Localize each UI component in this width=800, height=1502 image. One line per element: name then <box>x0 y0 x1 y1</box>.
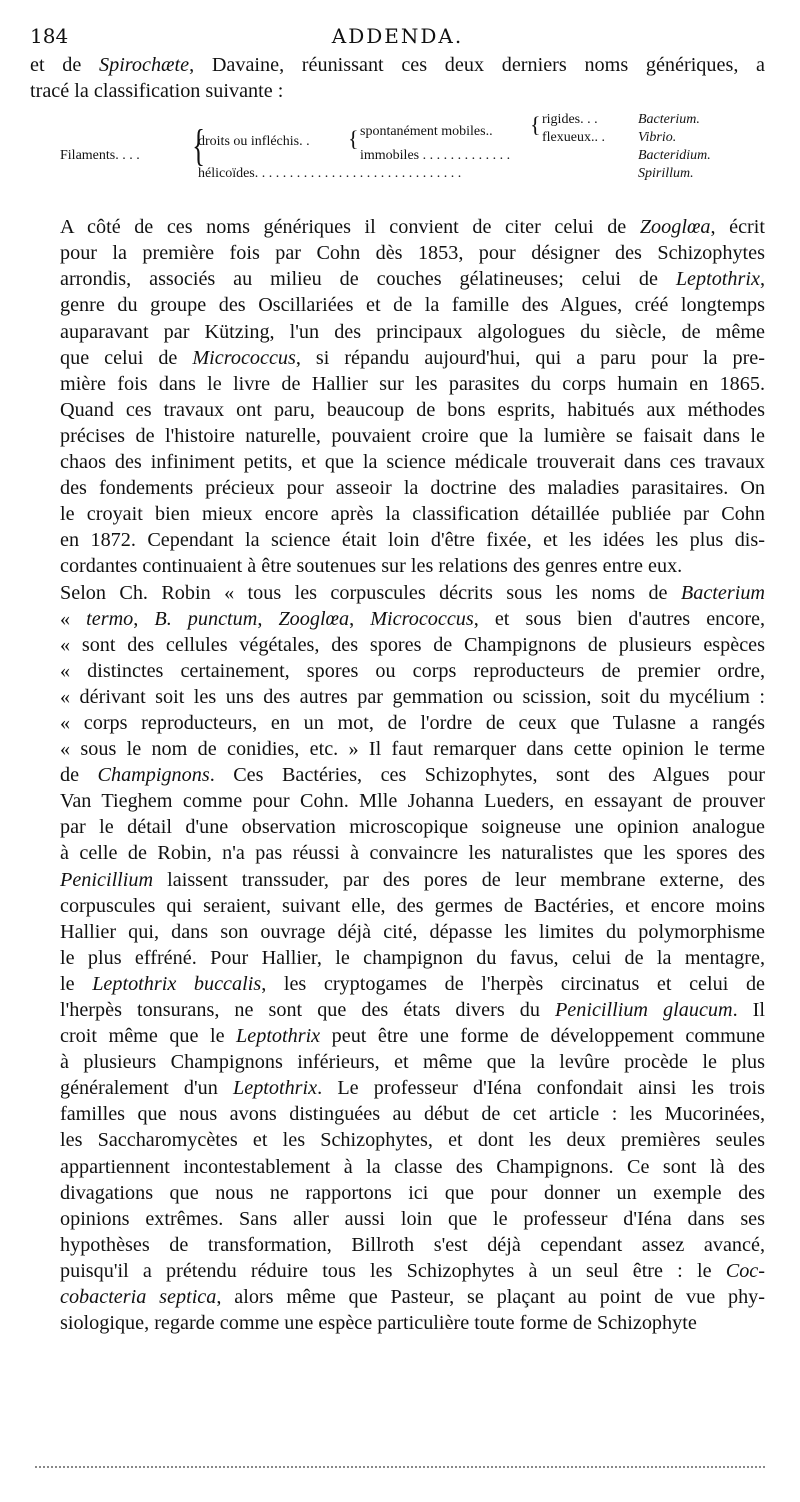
text-line: auparavant par Kützing, l'un des principaux algologues du siècle, de même <box>60 320 765 343</box>
text-line: pour la première fois par Cohn dès 1853, pour désigner des Schizophytes <box>60 242 765 265</box>
text-line: le croyait bien mieux encore après la classification détaillée publiée par Cohn <box>60 503 765 526</box>
page-header <box>30 24 765 52</box>
brace-icon: { <box>530 112 541 138</box>
text-line: « distinctes certainement, spores ou corps reproducteurs de premier ordre, <box>60 659 765 682</box>
text-line: à plusieurs Champignons inférieurs, et même que la levûre procède le plus <box>60 1051 765 1074</box>
text-line: opinions extrêmes. Sans aller aussi loin que le professeur d'Iéna dans ses <box>60 1207 765 1230</box>
brace-icon: { <box>348 126 359 152</box>
page <box>30 24 765 1336</box>
intro-text <box>30 52 765 104</box>
text-line: Quand ces travaux ont paru, beaucoup de bons esprits, habitués aux méthodes <box>60 398 765 421</box>
text-line: chaos des infiniment petits, et que la science médicale trouverait dans ces travaux <box>60 451 765 474</box>
text-line: « sont des cellules végétales, des spores de Champignons de plusieurs espèces <box>60 633 765 656</box>
text-line: cordantes continuaient à être soutenues sur les relations des genres entre eux. <box>60 555 683 578</box>
paragraph-2 <box>30 580 765 1337</box>
text-line: en 1872. Cependant la science était loin d'être fixée, et les idées les plus dis- <box>60 529 765 552</box>
cls-helicoides: hélicoïdes. . . . . . . . . . . . . . . . . . . . . . . . . . . . . . <box>198 166 462 182</box>
text-line: cobacteria septica, alors même que Pasteur, se plaçant au point de vue phy- <box>60 1286 766 1309</box>
text-line: que celui de Micrococcus, si répandu aujourd'hui, qui a paru pour la pre- <box>60 346 765 369</box>
text-line: « sous le nom de conidies, etc. » Il faut remarquer dans cette opinion le terme <box>60 738 765 761</box>
text-line: mière fois dans le livre de Hallier sur les parasites du corps humain en 1865. <box>60 372 765 395</box>
text-line: des fondements précieux pour asseoir la doctrine des maladies parasitaires. On <box>60 477 765 500</box>
text-line: appartiennent incontestablement à la classe des Champignons. Ce sont là des <box>60 1155 765 1178</box>
text-line: et de Spirochæte, Davaine, réunissant ces deux derniers noms génériques, a <box>30 54 766 76</box>
text-line: Selon Ch. Robin « tous les corpuscules décrits sous les noms de Bacterium <box>60 581 765 604</box>
page-number: 184 <box>30 24 69 48</box>
cls-vibrio: Vibrio. <box>638 130 677 146</box>
cls-bacterium: Bacterium. <box>638 112 700 128</box>
cls-spontanement: spontanément mobiles.. <box>360 124 493 140</box>
cls-bacteridium: Bacteridium. <box>638 148 711 164</box>
text-line: Van Tieghem comme pour Cohn. Mlle Johanna Lueders, en essayant de prouver <box>60 790 765 813</box>
text-line: « corps reproducteurs, en un mot, de l'ordre de ceux que Tulasne a rangés <box>60 711 765 734</box>
text-line: l'herpès tonsurans, ne sont que des états divers du Penicillium glaucum. Il <box>60 999 765 1021</box>
classification-table <box>30 110 765 192</box>
cls-rigides: rigides. . . <box>542 112 598 128</box>
text-line: arrondis, associés au milieu de couches gélatineuses; celui de Leptothrix, <box>60 268 765 291</box>
text-line: croit même que le Leptothrix peut être une forme de développement commune <box>60 1025 765 1048</box>
text-line: corpuscules qui seraient, suivant elle, des germes de Bactéries, et encore moins <box>60 894 765 917</box>
footer-rule <box>35 1466 765 1468</box>
text-line: puisqu'il a prétendu réduire tous les Schizophytes à un seul être : le Coc- <box>60 1259 765 1282</box>
text-line: A côté de ces noms génériques il convient de citer celui de Zooglœa, écrit <box>60 216 765 239</box>
paragraph-1 <box>30 214 765 579</box>
text-line: Hallier qui, dans son ouvrage déjà cité, dépasse les limites du polymorphisme <box>60 920 765 943</box>
text-line: précises de l'histoire naturelle, pouvaient croire que la lumière se faisait dans le <box>60 424 765 447</box>
text-line: « dérivant soit les uns des autres par gemmation ou scission, soit du mycélium : <box>60 685 765 708</box>
text-line: tracé la classification suivante : <box>30 80 284 103</box>
cls-spirillum: Spirillum. <box>638 166 694 182</box>
brace-icon: { <box>192 121 205 171</box>
cls-immobiles: immobiles . . . . . . . . . . . . . <box>360 148 511 164</box>
cls-flexueux: flexueux.. . <box>542 130 605 146</box>
text-line: par le détail d'une observation microscopique soigneuse une opinion analogue <box>60 816 765 839</box>
text-line: siologique, regarde comme une espèce particulière toute forme de Schizophyte <box>60 1312 697 1335</box>
text-line: familles que nous avons distinguées au début de cet article : les Mucorinées, <box>60 1103 765 1126</box>
cls-droits: droits ou infléchis. . <box>198 134 310 150</box>
text-line: généralement d'un Leptothrix. Le professeur d'Iéna confondait ainsi les trois <box>60 1077 765 1100</box>
text-line: Penicillium laissent transsuder, par des pores de leur membrane externe, des <box>60 868 765 891</box>
text-line: les Saccharomycètes et les Schizophytes, et dont les deux premières seules <box>60 1129 765 1152</box>
text-line: le Leptothrix buccalis, les cryptogames de l'herpès circinatus et celui de <box>60 972 765 995</box>
text-line: hypothèses de transformation, Billroth s'est déjà cependant assez avancé, <box>60 1233 765 1256</box>
cls-root: Filaments. . . . <box>60 148 140 164</box>
text-line: genre du groupe des Oscillariées et de la famille des Algues, créé longtemps <box>60 294 765 317</box>
running-head: ADDENDA. <box>331 24 464 48</box>
text-line: divagations que nous ne rapportons ici que pour donner un exemple des <box>60 1181 765 1204</box>
text-line: « termo, B. punctum, Zooglœa, Micrococcus, et sous bien d'autres encore, <box>60 607 766 630</box>
text-line: de Champignons. Ces Bactéries, ces Schizophytes, sont des Algues pour <box>60 764 766 787</box>
text-line: à celle de Robin, n'a pas réussi à convaincre les naturalistes que les spores des <box>60 842 765 865</box>
text-line: le plus effréné. Pour Hallier, le champignon du favus, celui de la mentagre, <box>60 946 765 969</box>
